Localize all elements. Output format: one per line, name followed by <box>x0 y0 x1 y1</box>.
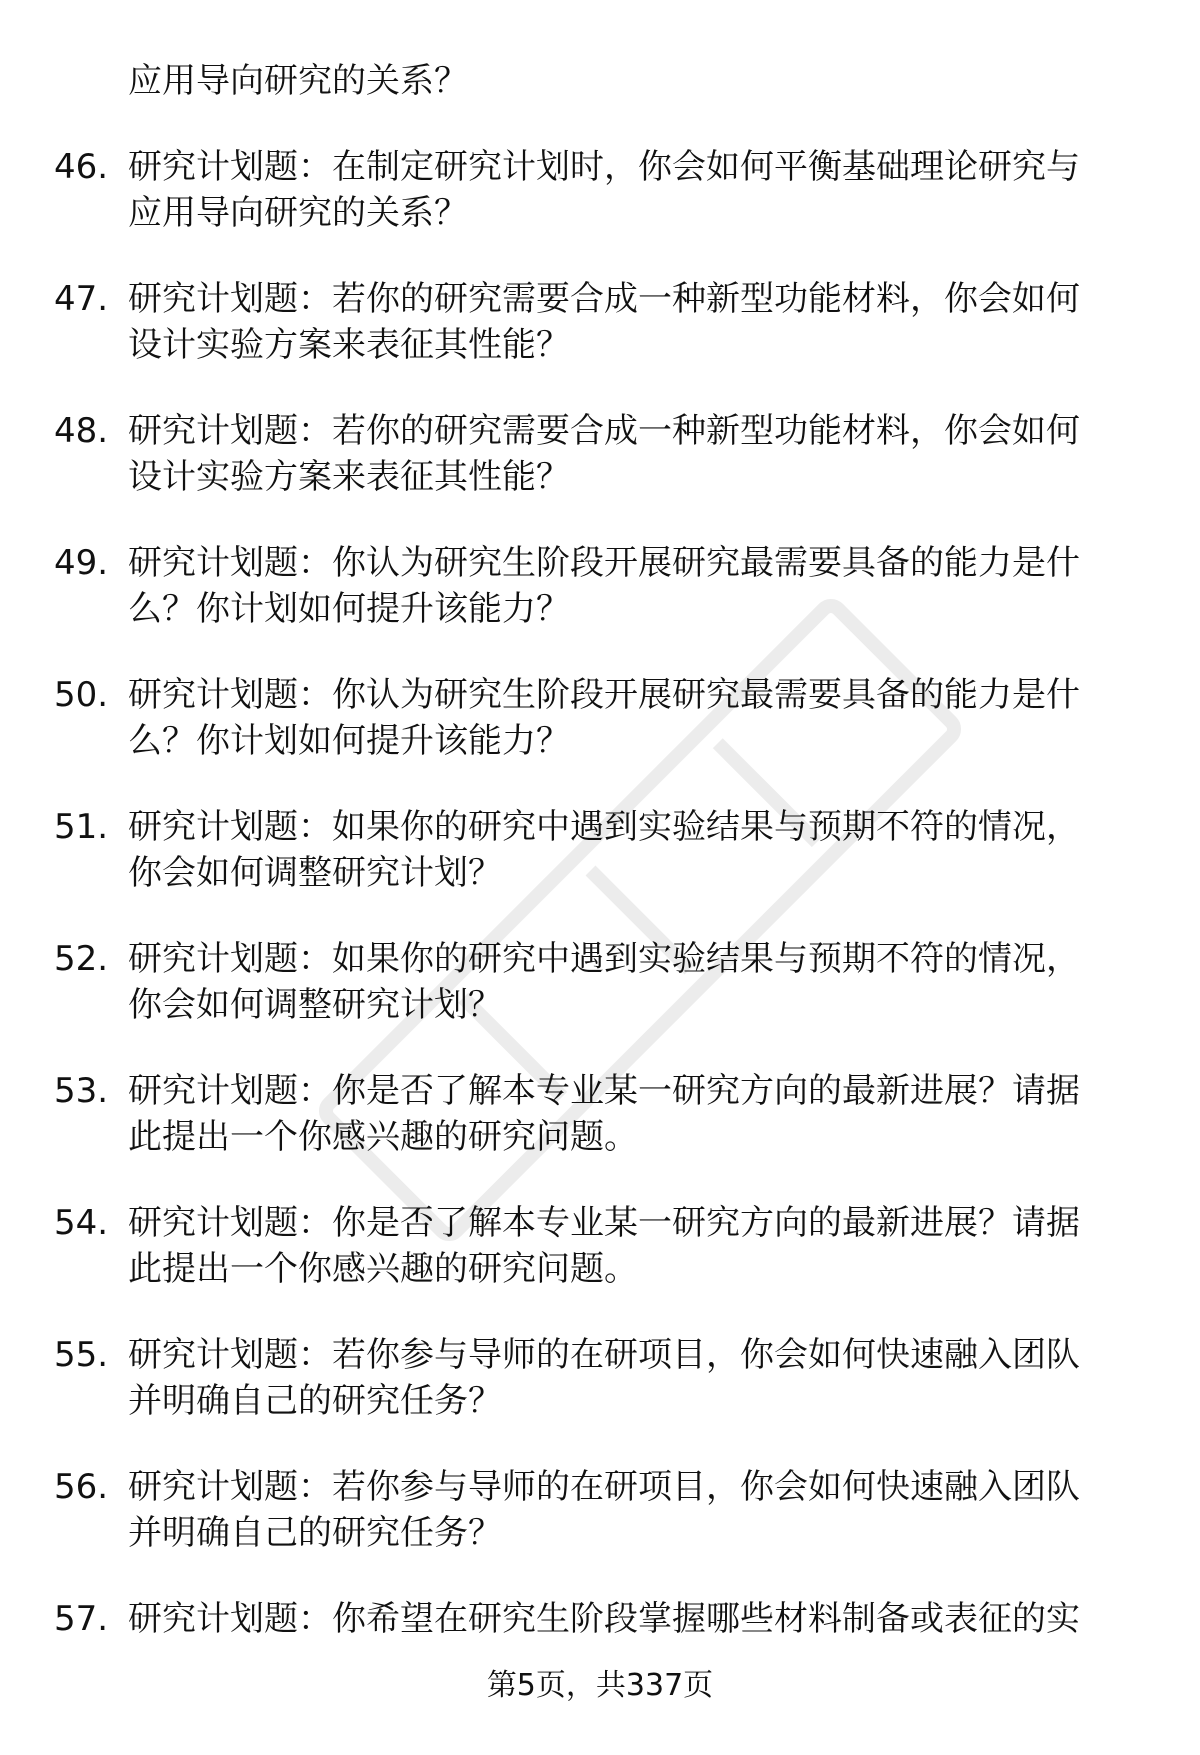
question-number: 49. <box>54 543 109 583</box>
question-line: 你会如何调整研究计划？ <box>128 853 502 893</box>
question-line: 研究计划题：若你的研究需要合成一种新型功能材料，你会如何 <box>128 411 1080 451</box>
question-text <box>128 408 1138 500</box>
question-text <box>128 1068 1138 1160</box>
question-item <box>0 408 1200 540</box>
question-text <box>128 1200 1138 1292</box>
question-line: 研究计划题：你是否了解本专业某一研究方向的最新进展？请据 <box>128 1203 1080 1243</box>
question-line: 研究计划题：若你参与导师的在研项目，你会如何快速融入团队 <box>128 1335 1080 1375</box>
question-line: 么？你计划如何提升该能力？ <box>128 589 570 629</box>
question-line: 此提出一个你感兴趣的研究问题。 <box>128 1249 638 1289</box>
question-line: 设计实验方案来表征其性能？ <box>128 457 570 497</box>
question-line: 研究计划题：你认为研究生阶段开展研究最需要具备的能力是什 <box>128 543 1080 583</box>
question-number: 51. <box>54 807 109 847</box>
question-line: 研究计划题：如果你的研究中遇到实验结果与预期不符的情况， <box>128 807 1080 847</box>
question-number: 53. <box>54 1071 109 1111</box>
question-number: 46. <box>54 147 109 187</box>
question-line: 你会如何调整研究计划？ <box>128 985 502 1025</box>
question-item <box>0 144 1200 276</box>
question-line: 研究计划题：你希望在研究生阶段掌握哪些材料制备或表征的实 <box>128 1599 1080 1639</box>
question-text <box>128 1596 1138 1642</box>
question-text <box>128 1332 1138 1424</box>
question-item <box>0 1200 1200 1332</box>
question-item <box>0 1464 1200 1596</box>
question-text <box>128 672 1138 764</box>
question-number: 55. <box>54 1335 109 1375</box>
question-number: 56. <box>54 1467 109 1507</box>
question-item <box>0 804 1200 936</box>
question-text <box>128 276 1138 368</box>
question-line: 应用导向研究的关系？ <box>128 193 468 233</box>
question-text <box>128 144 1138 236</box>
question-number: 54. <box>54 1203 109 1243</box>
question-line: 此提出一个你感兴趣的研究问题。 <box>128 1117 638 1157</box>
question-text <box>128 804 1138 896</box>
question-list <box>0 144 1200 1728</box>
question-text <box>128 1464 1138 1556</box>
question-item <box>0 936 1200 1068</box>
question-item <box>0 1332 1200 1464</box>
question-text <box>128 540 1138 632</box>
question-line: 并明确自己的研究任务？ <box>128 1381 502 1421</box>
question-line: 设计实验方案来表征其性能？ <box>128 325 570 365</box>
question-item <box>0 672 1200 804</box>
question-line: 并明确自己的研究任务？ <box>128 1513 502 1553</box>
question-item <box>0 1068 1200 1200</box>
question-line: 研究计划题：你认为研究生阶段开展研究最需要具备的能力是什 <box>128 675 1080 715</box>
question-line: 研究计划题：如果你的研究中遇到实验结果与预期不符的情况， <box>128 939 1080 979</box>
question-line: 研究计划题：若你参与导师的在研项目，你会如何快速融入团队 <box>128 1467 1080 1507</box>
question-line: 研究计划题：若你的研究需要合成一种新型功能材料，你会如何 <box>128 279 1080 319</box>
question-item <box>0 276 1200 408</box>
question-text <box>128 936 1138 1028</box>
question-item <box>0 540 1200 672</box>
question-line: 研究计划题：在制定研究计划时，你会如何平衡基础理论研究与 <box>128 147 1080 187</box>
question-number: 48. <box>54 411 109 451</box>
question-number: 52. <box>54 939 109 979</box>
page-footer: 第5页，共337页 <box>486 1668 714 1703</box>
question-number: 47. <box>54 279 109 319</box>
question-number: 57. <box>54 1599 109 1639</box>
question-item <box>0 1596 1200 1728</box>
question-line: 研究计划题：你是否了解本专业某一研究方向的最新进展？请据 <box>128 1071 1080 1111</box>
question-number: 50. <box>54 675 109 715</box>
question-line: 么？你计划如何提升该能力？ <box>128 721 570 761</box>
continued-text: 应用导向研究的关系？ <box>128 61 468 101</box>
